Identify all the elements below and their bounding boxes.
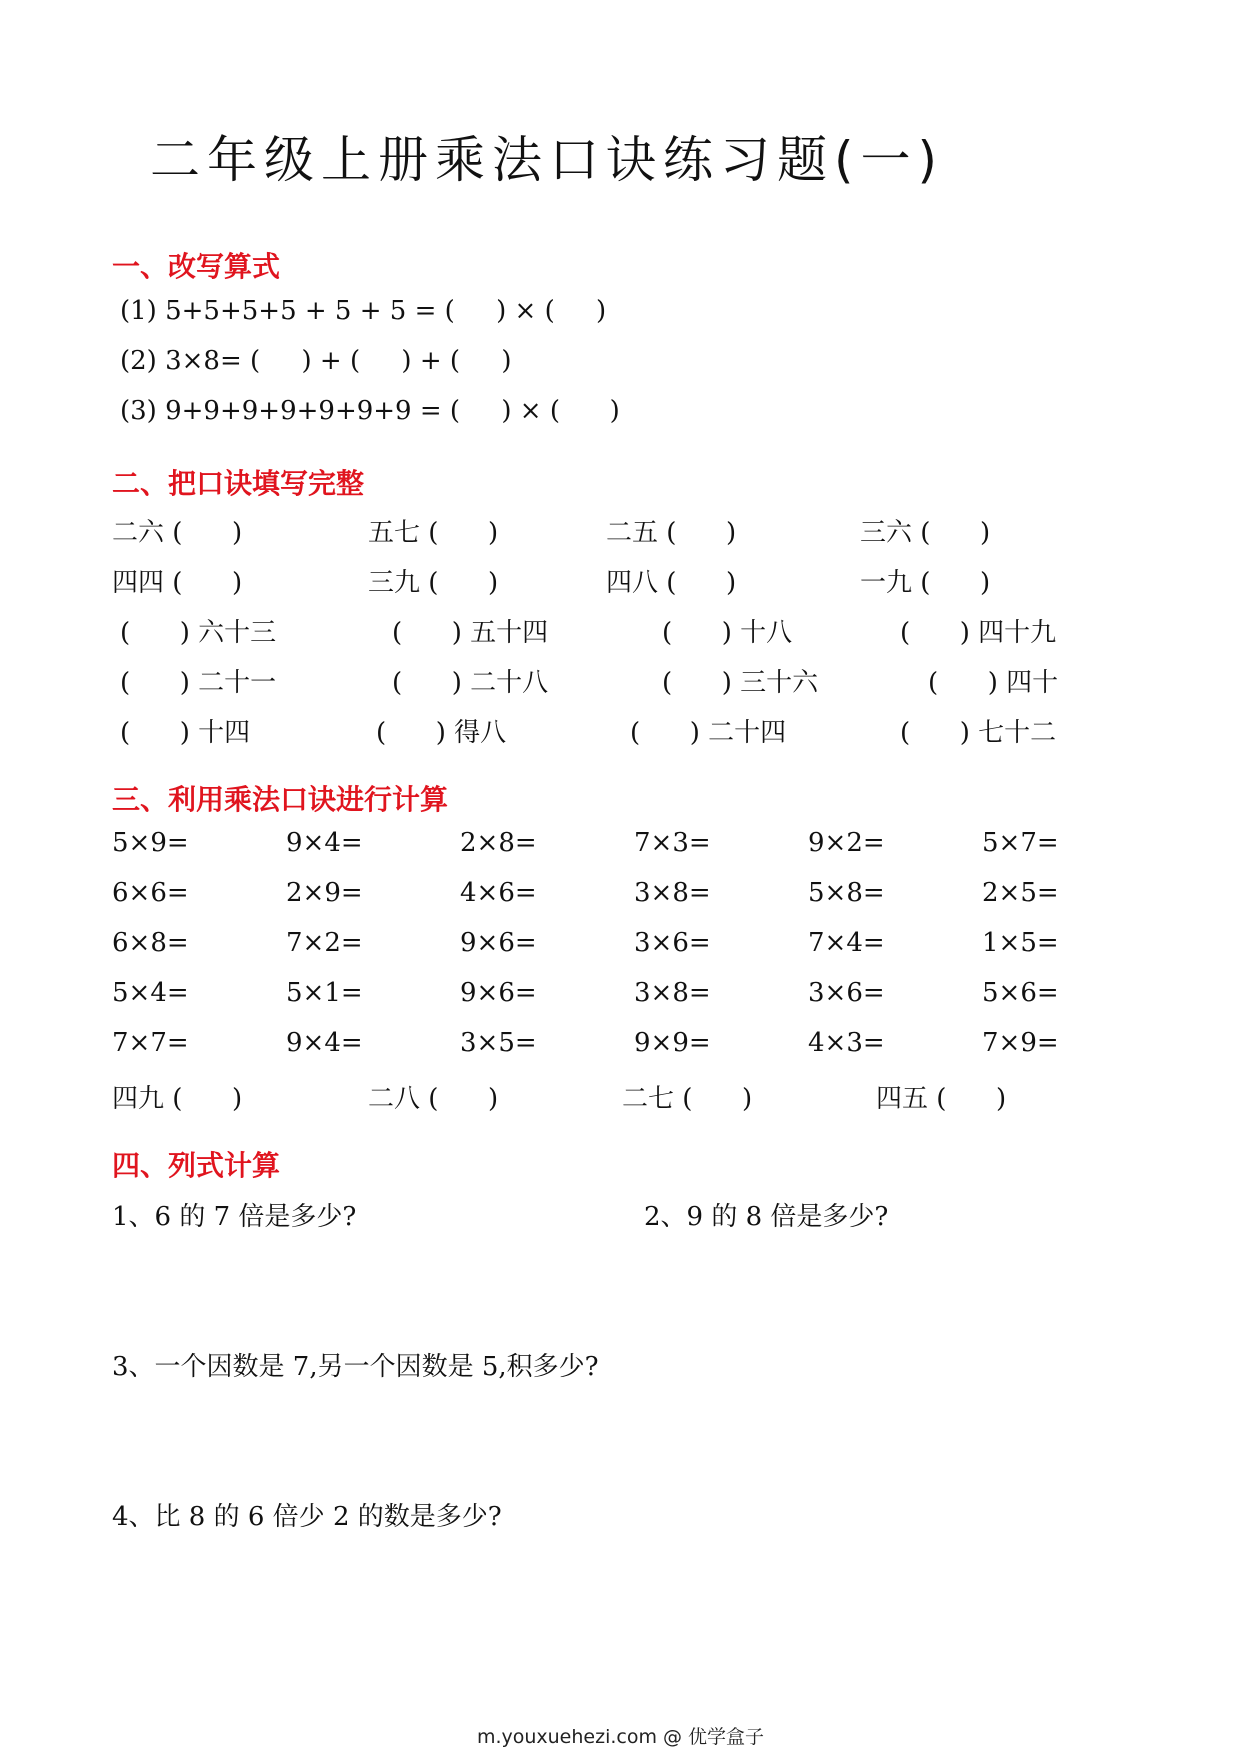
rhyme-cell: 四九 ( ) <box>112 1084 243 1114</box>
rhyme-cell: ( ) 七十二 <box>900 718 1057 748</box>
page-title: 二年级上册乘法口诀练习题(一) <box>150 131 945 189</box>
word-problem-1: 1、6 的 7 倍是多少? <box>112 1202 357 1232</box>
calc-cell: 1×5= <box>982 928 1059 958</box>
site-watermark: m.youxuehezi.com @ 优学盒子 <box>476 1726 765 1748</box>
calc-cell: 7×9= <box>982 1028 1059 1058</box>
section4-heading: 四、列式计算 <box>112 1149 281 1182</box>
calc-cell: 5×1= <box>286 978 363 1008</box>
rhyme-cell: ( ) 二十四 <box>630 718 787 748</box>
rhyme-cell: ( ) 十四 <box>120 718 251 748</box>
calc-cell: 3×8= <box>634 878 711 908</box>
calc-cell: 9×4= <box>286 828 363 858</box>
word-problem-2: 2、9 的 8 倍是多少? <box>644 1202 889 1232</box>
rhyme-cell: 三九 ( ) <box>368 568 499 598</box>
section3-heading: 三、利用乘法口诀进行计算 <box>112 783 449 816</box>
calc-cell: 4×3= <box>808 1028 885 1058</box>
calc-cell: 7×2= <box>286 928 363 958</box>
calc-cell: 3×6= <box>634 928 711 958</box>
calc-cell: 5×4= <box>112 978 189 1008</box>
rhyme-cell: 四八 ( ) <box>606 568 737 598</box>
rhyme-cell: ( ) 二十一 <box>120 668 277 698</box>
rhyme-cell: ( ) 四十九 <box>900 618 1057 648</box>
rhyme-cell: 二八 ( ) <box>368 1084 499 1114</box>
calc-cell: 5×9= <box>112 828 189 858</box>
calc-cell: 9×6= <box>460 928 537 958</box>
rhyme-cell: ( ) 六十三 <box>120 618 277 648</box>
calc-cell: 6×8= <box>112 928 189 958</box>
calc-cell: 9×2= <box>808 828 885 858</box>
calc-cell: 3×6= <box>808 978 885 1008</box>
rhyme-cell: 一九 ( ) <box>860 568 991 598</box>
rewrite-item-2: (2) 3×8= ( ) + ( ) + ( ) <box>120 346 512 376</box>
calc-cell: 9×9= <box>634 1028 711 1058</box>
rhyme-cell: ( ) 得八 <box>376 718 507 748</box>
calc-cell: 5×8= <box>808 878 885 908</box>
rhyme-cell: ( ) 五十四 <box>392 618 549 648</box>
calc-cell: 5×6= <box>982 978 1059 1008</box>
rhyme-cell: 二六 ( ) <box>112 518 243 548</box>
rhyme-cell: ( ) 三十六 <box>662 668 819 698</box>
section2-heading: 二、把口诀填写完整 <box>112 467 365 500</box>
calc-cell: 9×6= <box>460 978 537 1008</box>
calc-cell: 4×6= <box>460 878 537 908</box>
rhyme-cell: 四四 ( ) <box>112 568 243 598</box>
calc-cell: 3×8= <box>634 978 711 1008</box>
word-problem-3: 3、一个因数是 7,另一个因数是 5,积多少? <box>112 1352 599 1382</box>
calc-cell: 2×5= <box>982 878 1059 908</box>
calc-cell: 2×9= <box>286 878 363 908</box>
rhyme-cell: ( ) 十八 <box>662 618 793 648</box>
calc-cell: 6×6= <box>112 878 189 908</box>
calc-cell: 7×4= <box>808 928 885 958</box>
rhyme-cell: ( ) 二十八 <box>392 668 549 698</box>
rhyme-cell: 三六 ( ) <box>860 518 991 548</box>
rhyme-cell: 四五 ( ) <box>876 1084 1007 1114</box>
calc-cell: 7×3= <box>634 828 711 858</box>
calc-cell: 2×8= <box>460 828 537 858</box>
calc-cell: 5×7= <box>982 828 1059 858</box>
rewrite-item-3: (3) 9+9+9+9+9+9+9 = ( ) × ( ) <box>120 396 620 426</box>
rhyme-cell: 二五 ( ) <box>606 518 737 548</box>
rhyme-cell: 二七 ( ) <box>622 1084 753 1114</box>
section1-heading: 一、改写算式 <box>112 250 281 283</box>
calc-cell: 7×7= <box>112 1028 189 1058</box>
rhyme-cell: 五七 ( ) <box>368 518 499 548</box>
rhyme-cell: ( ) 四十 <box>928 668 1059 698</box>
word-problem-4: 4、比 8 的 6 倍少 2 的数是多少? <box>112 1502 502 1532</box>
rewrite-item-1: (1) 5+5+5+5 + 5 + 5 = ( ) × ( ) <box>120 296 607 326</box>
calc-cell: 3×5= <box>460 1028 537 1058</box>
calc-cell: 9×4= <box>286 1028 363 1058</box>
